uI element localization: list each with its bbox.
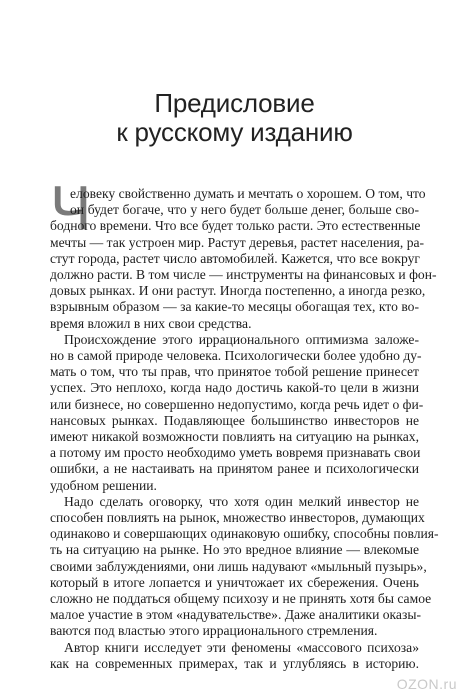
text-line: бодного времени. Что все будет только расти. Это естественные: [50, 218, 421, 234]
drop-cap-letter: Ч: [50, 174, 92, 243]
text-line: удобном решении.: [50, 477, 157, 493]
text-line: мечты — так устроен мир. Растут деревья, растет населения, ра-: [50, 234, 425, 250]
text-line: который в итоге лопается и уничтожает их сбережения. Очень: [50, 574, 419, 590]
text-line: время вложил в них свои средства.: [50, 315, 252, 331]
text-line: ошибки, а не настаивать на принятом ранее и психологически: [50, 461, 419, 477]
text-line: он будет богаче, что у него будет больше денег, больше сво-: [70, 202, 419, 218]
text-line: ваются под властью этого иррационального стремления.: [50, 623, 378, 639]
text-line: ть на ситуацию на рынке. Но это вредное влияние — влекомые: [50, 542, 419, 558]
text-line: стут города, растет число автомобилей. Кажется, что все вокруг: [50, 250, 420, 266]
text-line: еловеку свойственно думать и мечтать о хорошем. О том, что: [70, 186, 426, 201]
text-line: довых рынках. И они растут. Иногда постепенно, а иногда резко,: [50, 283, 426, 299]
text-line: но в самой природе человека. Психологически более удобно ду-: [50, 348, 422, 363]
chapter-title-line-2: к русскому изданию: [116, 117, 353, 147]
text-line: одинаково и совершающих одинаковую ошибку, способны повлия-: [50, 526, 439, 542]
text-line: малое участие в этом «надувательстве». Даже аналитики оказы-: [50, 607, 422, 623]
text-line: как на современных примерах, так и углубляясь в историю.: [50, 655, 419, 671]
chapter-title-line-1: Предисловие: [154, 88, 315, 118]
text-line: Надо сделать оговорку, что хотя один мелкий инвестор не: [64, 493, 419, 509]
text-line: взрывным образом — за какие-то месяцы обогащая тех, кто во-: [50, 299, 419, 315]
text-line: сложно не поддаться общему психозу и не принять хотя бы самое: [50, 591, 432, 606]
text-line: имеют никакой возможности повлиять на ситуацию на рынках,: [50, 429, 419, 444]
text-line: должно расти. В том числе — инструменты на финансовых и фон-: [50, 267, 437, 282]
text-line: своими заблуждениями, они лишь надувают «мыльный пузырь»,: [50, 558, 427, 574]
text-line: Автор книги исследует эти феномены «массового психоза»: [64, 639, 419, 655]
text-line: а потому им просто необходимо уметь вовремя признавать свои: [50, 445, 421, 461]
text-line: Происхождение этого иррационального оптимизма заложе-: [64, 331, 419, 347]
text-line: мать о том, что ты прав, что принятое тобой решение принесет: [50, 364, 419, 380]
text-line: успех. Это неплохо, когда надо достичь какой-то цели в жизни: [50, 380, 419, 396]
text-line: или бизнесе, но совершенно недопустимо, когда речь идет о фи-: [50, 396, 424, 412]
text-line: нансовых рынках. Подавляющее большинство инвесторов не: [50, 412, 419, 428]
text-line: способен повлиять на рынок, множество инвесторов, думающих: [50, 510, 425, 525]
ozon-watermark: OZON.ru: [396, 676, 457, 692]
